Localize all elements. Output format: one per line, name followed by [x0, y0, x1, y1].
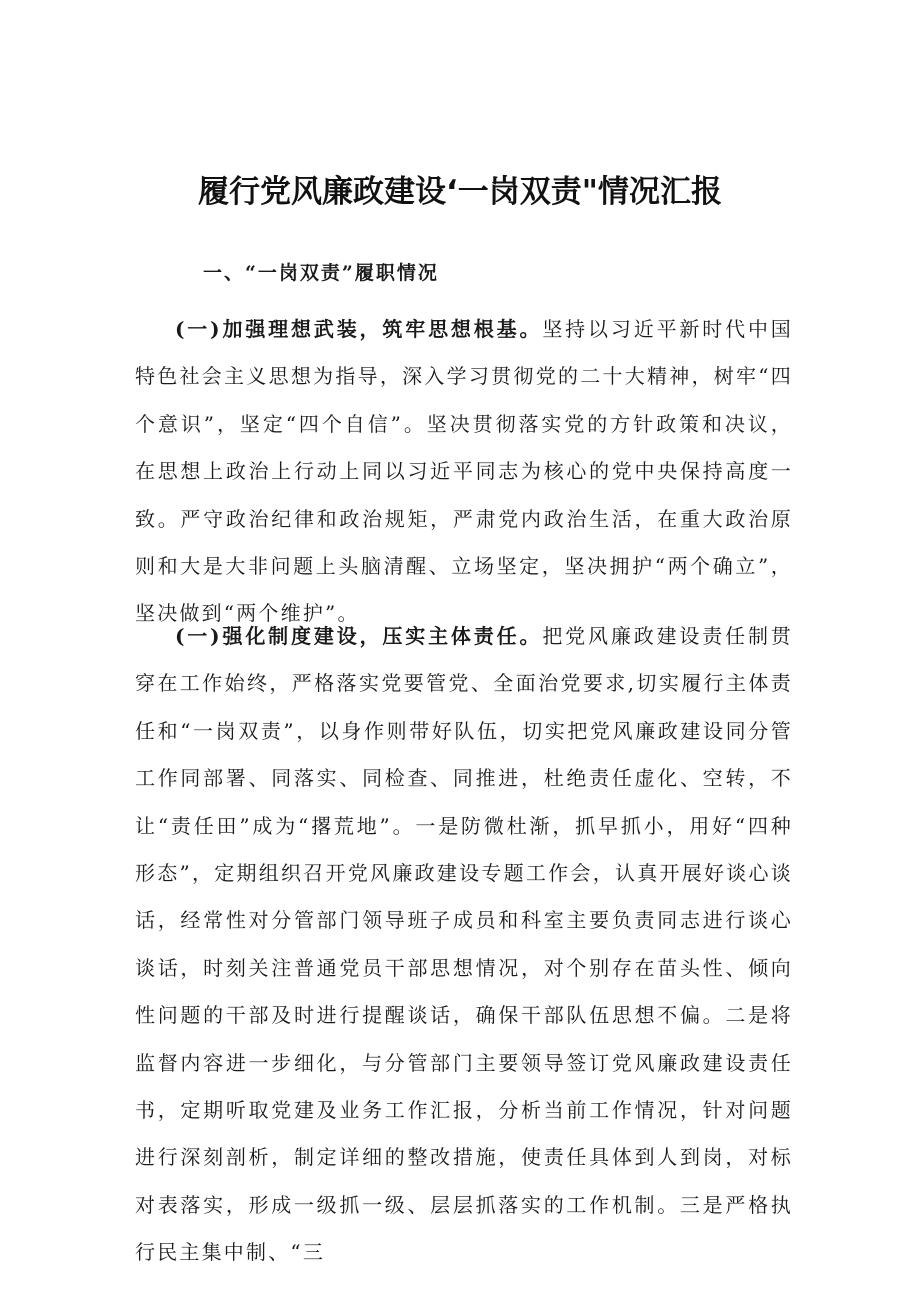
paragraph-2-text: 把党风廉政建设责任制贯穿在工作始终，严格落实党要管党、全面治党要求,切实履行主体责任和“一岗双责”，以身作则带好队伍，切实把党风廉政建设同分管工作同部署、同落实、同检查、同推进，杜绝责任虚化、空转，不让“责任田”成为“撂荒地”。一是防微杜渐，抓早抓小，用好“四种形态”，定期组织召开党风廉政建设专题工作会，认真开展好谈心谈话，经常性对分管部门领导班子成员和科室主要负责同志进行谈心谈话，时刻关注普通党员干部思想情况，对个别存在苗头性、倾向性问题的干部及时进行提醒谈话，确保干部队伍思想不偏。二是将监督内容进一步细化，与分管部门主要领导签订党风廉政建设责任书，定期听取党建及业务工作汇报，分析当前工作情况，针对问题进行深刻剖析，制定详细的整改措施，使责任具体到人到岗，对标对表落实，形成一级抓一级、层层抓落实的工作机制。三是严格执行民主集中制、“三: [135, 624, 793, 1265]
paragraph-1-lead: (一)加强理想武装，筑牢思想根基。: [175, 317, 543, 341]
section-heading: 一、“一岗双责”履职情况: [203, 262, 439, 284]
paragraph-1-text: 坚持以习近平新时代中国特色社会主义思想为指导，深入学习贯彻党的二十大精神，树牢“四个意识”，坚定“四个自信”。坚决贯彻落实党的方针政策和决议，在思想上政治上行动上同以习近平同志为核心的党中央保持高度一致。严守政治纪律和政治规矩，严肃党内政治生活，在重大政治原则和大是大非问题上头脑清醒、立场坚定，坚决拥护“两个确立”，坚决做到“两个维护”。: [135, 317, 793, 626]
paragraph-2-lead: (一)强化制度建设，压实主体责任。: [175, 624, 543, 648]
page-title: 履行党风廉政建设‘一岗双责"情况汇报: [198, 174, 722, 210]
paragraph-2: [135, 613, 793, 1277]
paragraph-1: [135, 306, 793, 638]
